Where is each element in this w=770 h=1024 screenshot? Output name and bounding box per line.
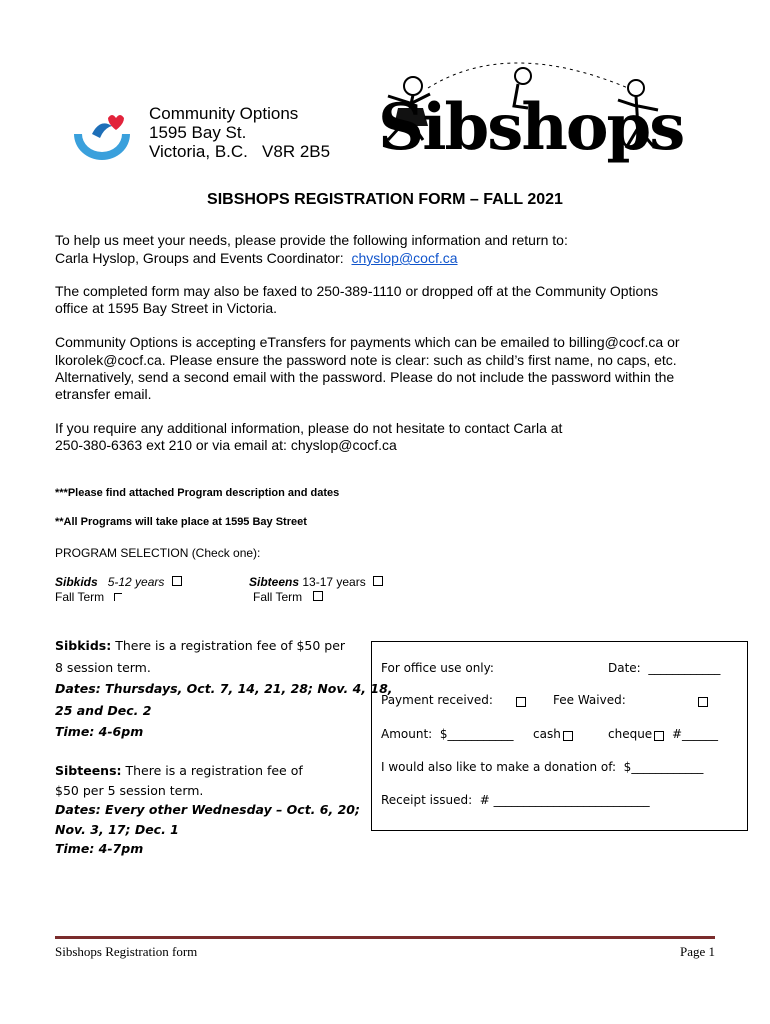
- contact-line-1: If you require any additional information, please do not hesitate to contact Carla at: [55, 420, 563, 436]
- payment-received-label: Payment received:: [381, 693, 493, 707]
- sibkids-fee-1: There is a registration fee of $50 per: [115, 638, 346, 653]
- office-use-label: For office use only:: [381, 661, 494, 675]
- sibkids-label: Sibkids: [55, 575, 98, 589]
- sibteens-title: Sibteens:: [55, 763, 122, 778]
- receipt-issued-field[interactable]: Receipt issued: # __________________________: [381, 793, 650, 807]
- footer-rule: [55, 936, 715, 939]
- sibshops-logo-text: Sibshops: [378, 90, 684, 165]
- community-options-logo: [66, 104, 138, 164]
- sibkids-age-checkbox[interactable]: [172, 576, 182, 586]
- sibkids-ages: 5-12 years: [107, 575, 165, 589]
- footer-doc-name: Sibshops Registration form: [55, 944, 198, 959]
- intro-line-2: [55, 250, 458, 267]
- sibshops-logo: [368, 48, 718, 178]
- fax-line-1: The completed form may also be faxed to 250-389-1110 or dropped off at the Community Options: [55, 283, 659, 299]
- sibteens-fee-1: There is a registration fee of: [125, 763, 303, 778]
- org-name: Community Options: [149, 104, 299, 123]
- sibteens-time: Time: 4-7pm: [55, 841, 144, 856]
- sibkids-option: [55, 575, 182, 589]
- cheque-number-field[interactable]: #______: [672, 727, 719, 741]
- sibteens-ages: 13-17 years: [302, 575, 366, 589]
- sibkids-term-checkbox[interactable]: [114, 593, 122, 601]
- org-address: 1595 Bay St.: [149, 123, 247, 142]
- sibkids-time: Time: 4-6pm: [55, 724, 144, 739]
- sibkids-dates-2: 25 and Dec. 2: [55, 702, 152, 718]
- sibteens-term-checkbox[interactable]: [313, 591, 323, 601]
- sibkids-term-label: Fall Term: [55, 590, 105, 604]
- sibkids-fee-line-2: 8 session term.: [55, 659, 151, 675]
- note-program-description: ***Please find attached Program description and dates: [55, 487, 340, 499]
- sibteens-details: [55, 761, 365, 859]
- payment-received-checkbox[interactable]: [516, 697, 526, 707]
- cheque-label: cheque: [608, 727, 653, 741]
- note-location: **All Programs will take place at 1595 Bay Street: [55, 516, 307, 528]
- office-date-field[interactable]: Date: ____________: [608, 661, 721, 675]
- sibkids-details: [55, 635, 393, 743]
- sibteens-dates-2: Nov. 3, 17; Dec. 1: [55, 821, 179, 837]
- sibkids-title: Sibkids:: [55, 638, 112, 653]
- sibteens-term-label: Fall Term: [253, 590, 303, 604]
- fee-waived-checkbox[interactable]: [698, 697, 708, 707]
- amount-field[interactable]: Amount: $___________: [381, 727, 514, 741]
- sibteens-fee-line-1: [55, 761, 365, 781]
- sibteens-option: [249, 575, 383, 589]
- sibteens-term: [253, 590, 323, 604]
- coordinator-email-link[interactable]: chyslop@cocf.ca: [351, 250, 458, 266]
- sibkids-dates-1: Dates: Thursdays, Oct. 7, 14, 21, 28; Nov. 4, 18,: [55, 681, 393, 696]
- sibkids-term: [55, 590, 122, 604]
- donation-field[interactable]: I would also like to make a donation of: $____________: [381, 760, 704, 774]
- footer-page-number: Page 1: [679, 944, 715, 959]
- etransfer-line-4: etransfer email.: [55, 386, 152, 402]
- cash-label: cash: [533, 727, 561, 741]
- contact-line-2: 250-380-6363 ext 210 or via email at: chyslop@cocf.ca: [55, 437, 397, 453]
- intro-line-1: To help us meet your needs, please provide the following information and return to:: [55, 232, 568, 248]
- office-use-box: [371, 641, 748, 831]
- fax-line-2: office at 1595 Bay Street in Victoria.: [55, 300, 278, 316]
- fee-waived-label: Fee Waived:: [553, 693, 626, 707]
- etransfer-line-2: lkorolek@cocf.ca. Please ensure the password note is clear: such as child’s first name, no caps, etc.: [55, 352, 677, 368]
- cash-checkbox[interactable]: [563, 731, 573, 741]
- cheque-checkbox[interactable]: [654, 731, 664, 741]
- sibteens-age-checkbox[interactable]: [373, 576, 383, 586]
- sibkids-fee-line-1: [55, 635, 365, 657]
- intro-prefix: Carla Hyslop, Groups and Events Coordinator:: [55, 250, 352, 266]
- org-city: Victoria, B.C. V8R 2B5: [149, 142, 331, 161]
- form-title: SIBSHOPS REGISTRATION FORM – FALL 2021: [207, 191, 563, 208]
- sibteens-label: Sibteens: [249, 575, 300, 589]
- etransfer-line-3: Alternatively, send a second email with the password. Please do not include the password within the: [55, 369, 675, 385]
- sibteens-dates-1: Dates: Every other Wednesday – Oct. 6, 20;: [55, 802, 360, 817]
- sibteens-fee-line-2: $50 per 5 session term.: [55, 782, 204, 798]
- program-selection-label: PROGRAM SELECTION (Check one):: [55, 546, 261, 560]
- etransfer-line-1: Community Options is accepting eTransfers for payments which can be emailed to billing@cocf.ca or: [55, 334, 680, 350]
